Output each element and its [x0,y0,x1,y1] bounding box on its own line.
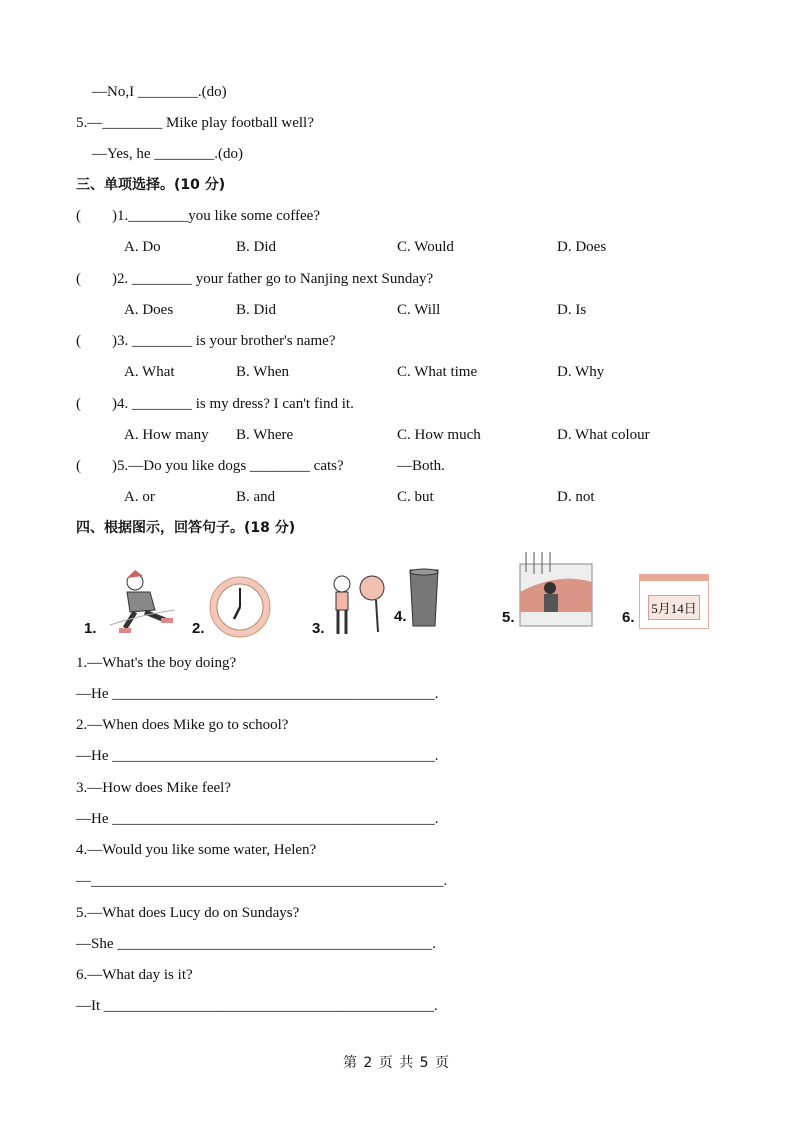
picture-question: 6.—What day is it? [76,967,193,983]
mc-option: D. Does [557,239,607,255]
picture-label-6: 6. [622,609,635,626]
picture-question: 5.—What does Lucy do on Sundays? [76,904,300,921]
mc-option: D. Why [557,364,605,380]
mc-option: A. Does [124,301,174,318]
mc-option: A. What [124,364,175,380]
mc-option: A. How many [124,426,209,443]
answer-paren[interactable]: ( [76,208,81,224]
mc-option: B. and [236,489,276,505]
picture-label-2: 2. [192,620,205,637]
clock-image [208,575,272,639]
answer-line[interactable]: —_______________________________________________. [76,873,448,890]
picture-label-4: 4. [394,608,407,625]
section-heading-4: 四、根据图示，回答句子。(18 分) [76,520,296,536]
picture-label-5: 5. [502,609,515,626]
mc-question-stem: )3. ________ is your brother's name? [112,333,336,349]
mc-option: A. Do [124,239,161,255]
mc-option: B. Did [236,239,277,255]
q5-question: 5.—________ Mike play football well? [76,115,314,131]
section-heading-3: 三、单项选择。(10 分) [76,177,226,193]
picture-question: 3.—How does Mike feel? [76,779,231,796]
answer-paren[interactable]: ( [76,395,81,412]
mc-option: D. What colour [557,426,650,443]
mc-option: C. Will [397,301,441,318]
mc-option: D. Is [557,301,587,318]
answer-paren[interactable]: ( [76,333,81,349]
answer-line[interactable]: —He ___________________________________________. [76,810,439,827]
mc-option: B. Where [236,426,294,443]
answer-line[interactable]: —He ___________________________________________. [76,748,439,765]
mc-option: A. or [124,489,155,505]
mc-question-stem: )1.________you like some coffee? [112,208,321,224]
mc-option: C. but [397,489,434,505]
mc-option: C. How much [397,426,481,443]
calendar-image [639,574,709,629]
mc-question-stem: )5.—Do you like dogs ________ cats? [112,458,344,474]
mc-option: B. Did [236,301,277,318]
q5-answer-line: —Yes, he ________.(do) [92,146,243,162]
answer-paren[interactable]: ( [76,458,81,474]
picture-label-1: 1. [84,620,97,637]
page-footer: 第 2 页 共 5 页 [342,1055,451,1071]
answer-line[interactable]: —She __________________________________________. [76,935,436,952]
girl-walking-image [518,552,594,628]
mc-question-stem: )2. ________ your father go to Nanjing next Sunday? [112,270,434,287]
glass-of-water-image [408,568,440,628]
mc-option: C. Would [397,239,454,255]
skating-boy-image [105,570,175,638]
picture-question: 2.—When does Mike go to school? [76,717,289,734]
answer-line[interactable]: —It ____________________________________________. [76,998,438,1014]
picture-label-3: 3. [312,620,325,637]
calendar-date: 5月14日 [648,595,700,620]
picture-question: 4.—Would you like some water, Helen? [76,842,317,859]
mc-question-reply: —Both. [397,458,445,474]
mc-option: B. When [236,364,290,380]
answer-paren[interactable]: ( [76,270,81,287]
answer-line[interactable]: —He ___________________________________________. [76,686,439,702]
q4-answer-line: —No,I ________.(do) [92,84,227,100]
mc-option: D. not [557,489,595,505]
picture-question: 1.—What's the boy doing? [76,655,237,671]
mc-option: C. What time [397,364,478,380]
mc-question-stem: )4. ________ is my dress? I can't find it. [112,395,354,412]
boy-with-fan-image [326,570,390,638]
